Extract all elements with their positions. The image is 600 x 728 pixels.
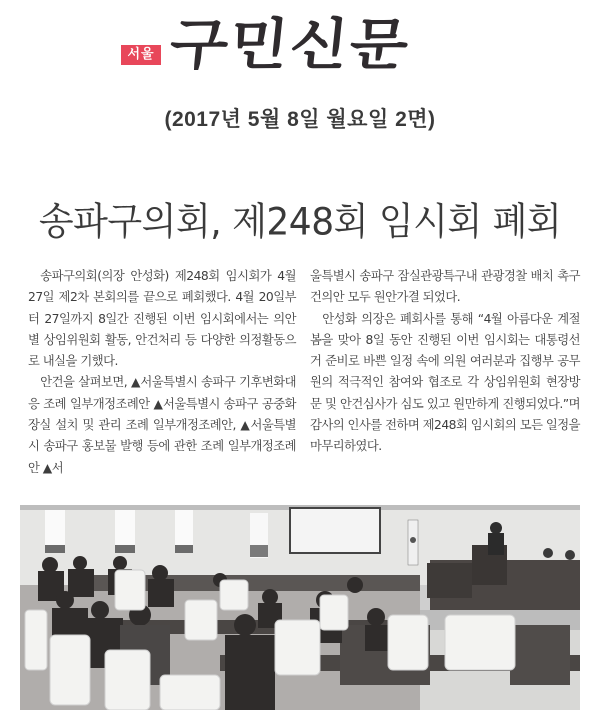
article-column-right (310, 266, 580, 458)
paragraph: 안성화 의장은 폐회사를 통해 “4월 아름다운 계절 봄을 맞아 8일 동안 진행된 이번 임시회는 대통령선거 준비로 바쁜 일정 속에 의원 여러분과 집행부 공무원의 적극적인 참여와 협조로 각 상임위원회 현장방문 및 안건심사가 심도 있고 원만하게 진행되었다.”며 감사의 인사를 전하며 제248회 임시회의 모든 일정을 마무리하였다. (310, 311, 581, 454)
region-badge: 서울 (121, 45, 161, 65)
paragraph: 울특별시 송파구 잠실관광특구내 관광경찰 배치 촉구 건의안 모두 원안가결 되었다. (310, 269, 580, 305)
masthead (0, 0, 600, 90)
article-column-left (28, 266, 296, 479)
paragraph: 송파구의회(의장 안성화) 제248회 임시회가 4월 27일 제2차 본회의를 끝으로 폐회했다. 4월 20일부터 27일까지 8일간 진행된 이번 임시회에서는 의안별 상임위원회 활동, 안건처리 등 다양한 의정활동으로 내실을 기했다. (28, 269, 296, 369)
photo-illustration (20, 505, 580, 710)
headline: 송파구의회, 제248회 임시회 폐회 (38, 201, 562, 245)
council-session-photo (20, 505, 580, 710)
paragraph: 안건을 살펴보면, ▲서울특별시 송파구 기후변화대응 조례 일부개정조례안 ▲서울특별시 송파구 공중화장실 설치 및 관리 조례 일부개정조례안, ▲서울특별시 송파구 홍보물 발행 등에 관한 조례 일부개정조례안 ▲서 (28, 375, 296, 475)
dateline: (2017년 5월 8일 월요일 2면) (164, 108, 436, 131)
newspaper-logo: 구민신문 (166, 12, 414, 78)
